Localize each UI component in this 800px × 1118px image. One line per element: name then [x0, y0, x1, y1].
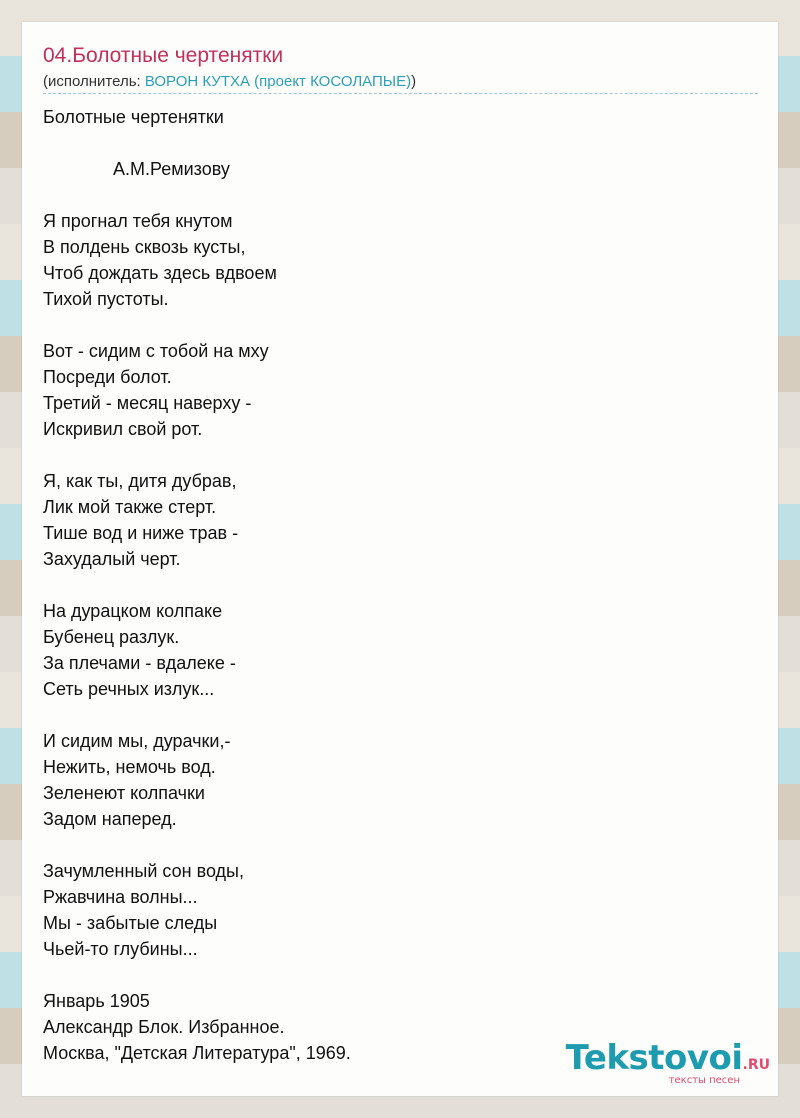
artist-prefix: (исполнитель: [43, 73, 145, 90]
dashed-divider [43, 93, 758, 94]
artist-line [43, 73, 416, 90]
lyric-line: Я, как ты, дитя дубрав, [43, 471, 237, 491]
lyric-line: Январь 1905 [43, 991, 150, 1011]
lyric-line [43, 832, 351, 858]
lyric-line: Чтоб дождать здесь вдвоем [43, 263, 277, 283]
lyric-line: Я прогнал тебя кнутом [43, 211, 233, 231]
lyric-line [43, 962, 351, 988]
song-title: 04.Болотные чертенятки [43, 44, 284, 67]
lyric-line: Болотные чертенятки [43, 107, 224, 127]
lyric-line: Третий - месяц наверху - [43, 393, 252, 413]
artist-link[interactable]: ВОРОН КУТХА [144, 73, 250, 90]
lyric-line: Чьей-то глубины... [43, 939, 198, 959]
lyric-line [43, 312, 351, 338]
lyrics-text [43, 104, 351, 1066]
lyric-line: Зачумленный сон воды, [43, 861, 244, 881]
lyric-line: Москва, "Детская Литература", 1969. [43, 1043, 351, 1063]
lyric-line [43, 702, 351, 728]
lyric-line: Вот - сидим с тобой на мху [43, 341, 269, 361]
lyric-line: Нежить, немочь вод. [43, 757, 216, 777]
lyric-line: Задом наперед. [43, 809, 177, 829]
lyric-line: Лик мой также стерт. [43, 497, 217, 517]
lyric-line: Александр Блок. Избранное. [43, 1017, 285, 1037]
lyric-line: Тихой пустоты. [43, 289, 169, 309]
lyric-line [43, 572, 351, 598]
project-link[interactable]: (проект КОСОЛАПЫЕ) [254, 73, 412, 90]
lyric-line: Ржавчина волны... [43, 887, 198, 907]
lyric-line: Мы - забытые следы [43, 913, 218, 933]
lyric-line: Искривил свой рот. [43, 419, 203, 439]
lyric-line [43, 130, 351, 156]
lyric-line: Бубенец разлук. [43, 627, 180, 647]
lyric-line: На дурацком колпаке [43, 601, 223, 621]
lyric-line: Тише вод и ниже трав - [43, 523, 239, 543]
lyric-line [43, 182, 351, 208]
lyric-line: А.М.Ремизову [43, 159, 230, 179]
lyric-line [43, 442, 351, 468]
lyric-line: Зеленеют колпачки [43, 783, 205, 803]
lyric-line: Посреди болот. [43, 367, 172, 387]
artist-suffix: ) [411, 73, 417, 90]
site-logo[interactable] [560, 1040, 770, 1090]
lyric-line: И сидим мы, дурачки,- [43, 731, 231, 751]
lyric-line: Захудалый черт. [43, 549, 181, 569]
logo-brand: Tekstovoi [565, 1038, 743, 1078]
logo-tld: .RU [742, 1057, 770, 1073]
lyric-line: За плечами - вдалеке - [43, 653, 236, 673]
lyric-line: В полдень сквозь кусты, [43, 237, 246, 257]
logo-tagline: тексты песен [668, 1075, 740, 1086]
lyric-line: Сеть речных излук... [43, 679, 215, 699]
lyrics-sheet [22, 22, 778, 1096]
